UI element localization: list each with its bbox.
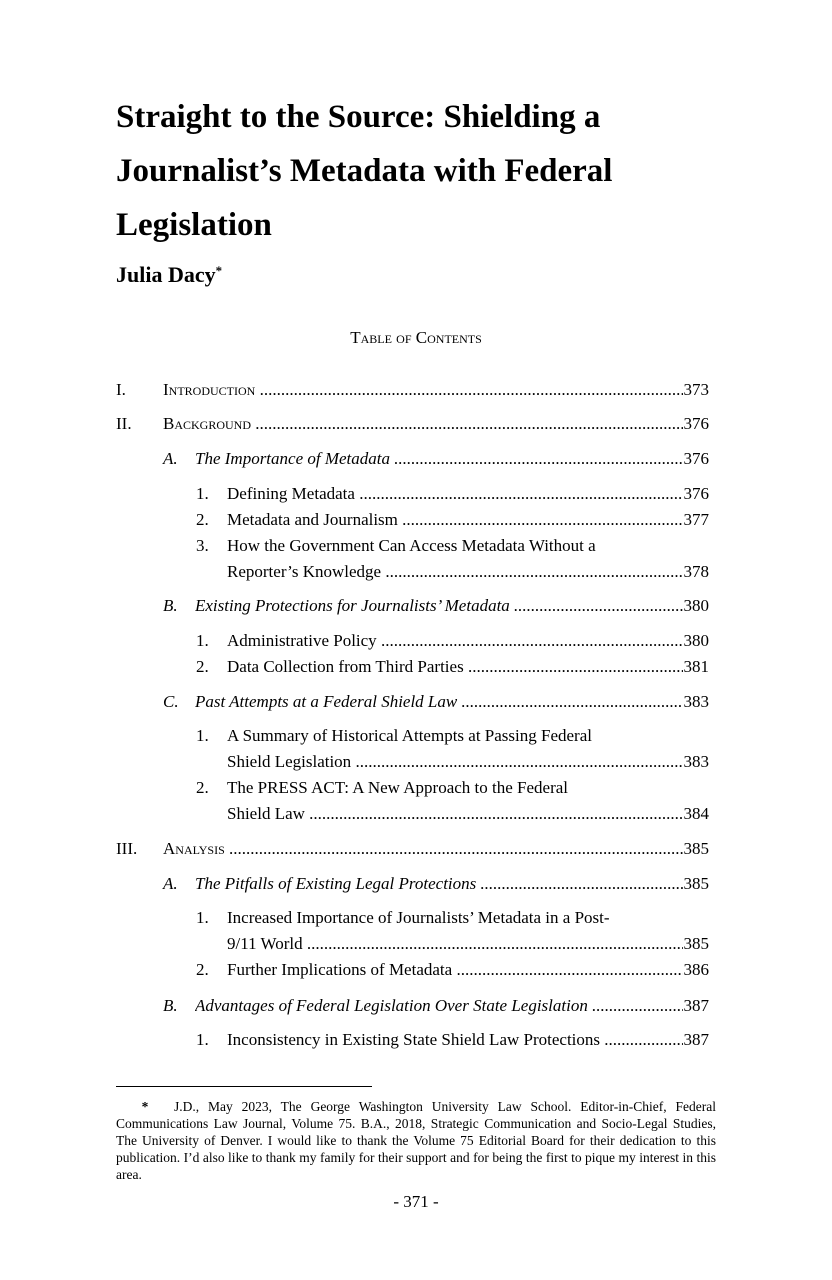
toc-entry-page: 380 xyxy=(683,631,709,650)
toc-entry-number: II. xyxy=(116,414,132,433)
toc-entry-continuation xyxy=(227,931,709,957)
toc-entry-title: The PRESS ACT: A New Approach to the Federal xyxy=(227,778,569,797)
toc-entry xyxy=(196,654,709,680)
toc-entry xyxy=(196,481,709,507)
toc-entry-number: A. xyxy=(163,449,178,468)
footnote-mark: * xyxy=(141,1099,149,1114)
title-line: Journalist’s Metadata with Federal xyxy=(116,153,613,189)
toc-entry-page: 376 xyxy=(683,449,709,468)
toc-entry-title: Reporter’s Knowledge ..... xyxy=(227,559,683,585)
toc-entry xyxy=(163,993,709,1019)
toc-entry-title: Metadata and Journalism ..... xyxy=(227,507,683,533)
toc-entry xyxy=(163,871,709,897)
toc-entry xyxy=(163,446,709,472)
footnote-divider xyxy=(116,1086,372,1087)
toc-entry-number: 2. xyxy=(196,657,209,676)
toc-entry-page: 383 xyxy=(683,752,709,771)
toc-entry-page: 387 xyxy=(683,996,709,1015)
toc-entry-continuation xyxy=(227,559,709,585)
toc-entry-page: 385 xyxy=(683,934,709,953)
toc-entry-title: Past Attempts at a Federal Shield Law ..... xyxy=(195,689,683,715)
toc-entry-page: 376 xyxy=(683,484,709,503)
toc-entry-page: 376 xyxy=(683,414,709,433)
toc-entry-number: A. xyxy=(163,874,178,893)
toc-entry xyxy=(196,507,709,533)
toc-entry-title: The Importance of Metadata ..... xyxy=(195,446,683,472)
footnote xyxy=(116,1098,716,1183)
toc-entry-title: Shield Legislation ..... xyxy=(227,749,683,775)
toc-entry-number: 1. xyxy=(196,631,209,650)
toc-entry-number: 1. xyxy=(196,908,209,927)
toc-entry-number: 1. xyxy=(196,484,209,503)
toc-entry-page: 387 xyxy=(683,1030,709,1049)
toc-entry xyxy=(196,628,709,654)
toc-entry-continuation xyxy=(227,749,709,775)
toc-entry-title: Further Implications of Metadata ..... xyxy=(227,957,683,983)
author-footnote-mark: * xyxy=(215,263,223,278)
toc-entry-title: Data Collection from Third Parties ..... xyxy=(227,654,683,680)
toc-entry xyxy=(196,723,592,749)
toc-entry xyxy=(196,775,569,801)
toc-entry xyxy=(116,836,709,862)
title-line: Legislation xyxy=(116,207,272,243)
toc-entry xyxy=(196,533,596,559)
toc-entry-number: 2. xyxy=(196,960,209,979)
toc-entry xyxy=(116,411,709,437)
toc-entry-title: Inconsistency in Existing State Shield Law Protections ..... xyxy=(227,1027,683,1053)
toc-entry-number: I. xyxy=(116,380,126,399)
toc-entry-page: 381 xyxy=(683,657,709,676)
toc-entry xyxy=(163,689,709,715)
toc-entry-page: 386 xyxy=(683,960,709,979)
toc-entry-title: Introduction ..... xyxy=(163,377,683,403)
toc-entry-number: 1. xyxy=(196,1030,209,1049)
article-title xyxy=(116,90,716,252)
toc-entry-title: Background ..... xyxy=(163,411,683,437)
toc-entry-number: 3. xyxy=(196,536,209,555)
toc-entry xyxy=(116,377,709,403)
toc-entry-title: How the Government Can Access Metadata Without a xyxy=(227,536,596,555)
toc-entry-title: Administrative Policy ..... xyxy=(227,628,683,654)
toc-entry-title: Increased Importance of Journalists’ Metadata in a Post- xyxy=(227,908,610,927)
toc-entry-title: 9/11 World ..... xyxy=(227,931,683,957)
toc-heading: Table of Contents xyxy=(350,328,482,347)
toc-entry-page: 385 xyxy=(683,839,709,858)
toc-entry-number: 1. xyxy=(196,726,209,745)
toc-entry-title: Advantages of Federal Legislation Over State Legislation ..... xyxy=(195,993,683,1019)
toc-entry-number: 2. xyxy=(196,778,209,797)
toc-entry-number: B. xyxy=(163,996,178,1015)
page-number: - 371 - xyxy=(393,1192,439,1211)
author-name: Julia Dacy* xyxy=(116,262,223,287)
toc-entry-title: Existing Protections for Journalists’ Metadata ..... xyxy=(195,593,683,619)
toc-entry-page: 373 xyxy=(683,380,709,399)
toc-entry-title: Shield Law ..... xyxy=(227,801,683,827)
toc-entry-number: B. xyxy=(163,596,178,615)
toc-entry-page: 380 xyxy=(683,596,709,615)
toc-entry-number: III. xyxy=(116,839,138,858)
toc-entry xyxy=(196,905,610,931)
toc-entry-title: A Summary of Historical Attempts at Passing Federal xyxy=(227,726,592,745)
toc-entry-page: 377 xyxy=(683,510,709,529)
toc-entry-title: Analysis ..... xyxy=(163,836,683,862)
footnote-text: J.D., May 2023, The George Washington University Law School. Editor-in-Chief, Federal Communications Law Journal, Volume 75. B.A., 2018, Strategic Communication and Socio-Legal Studies, The University of Denver. I would like to thank the Volume 75 Editorial Board for their dedication to this publication. I’d also like to thank my family for their support and for being the first to pique my interest in this area. xyxy=(116,1099,716,1182)
toc-entry-number: C. xyxy=(163,692,179,711)
toc-entry-title: The Pitfalls of Existing Legal Protections ..... xyxy=(195,871,683,897)
toc-entry-page: 384 xyxy=(683,804,709,823)
toc-entry-page: 385 xyxy=(683,874,709,893)
title-line: Straight to the Source: Shielding a xyxy=(116,99,601,135)
toc-entry-page: 383 xyxy=(683,692,709,711)
toc-entry xyxy=(196,1027,709,1053)
toc-entry-page: 378 xyxy=(683,562,709,581)
toc-entry xyxy=(196,957,709,983)
toc-entry xyxy=(163,593,709,619)
toc-entry-continuation xyxy=(227,801,709,827)
toc-entry-number: 2. xyxy=(196,510,209,529)
toc-entry-title: Defining Metadata ..... xyxy=(227,481,683,507)
